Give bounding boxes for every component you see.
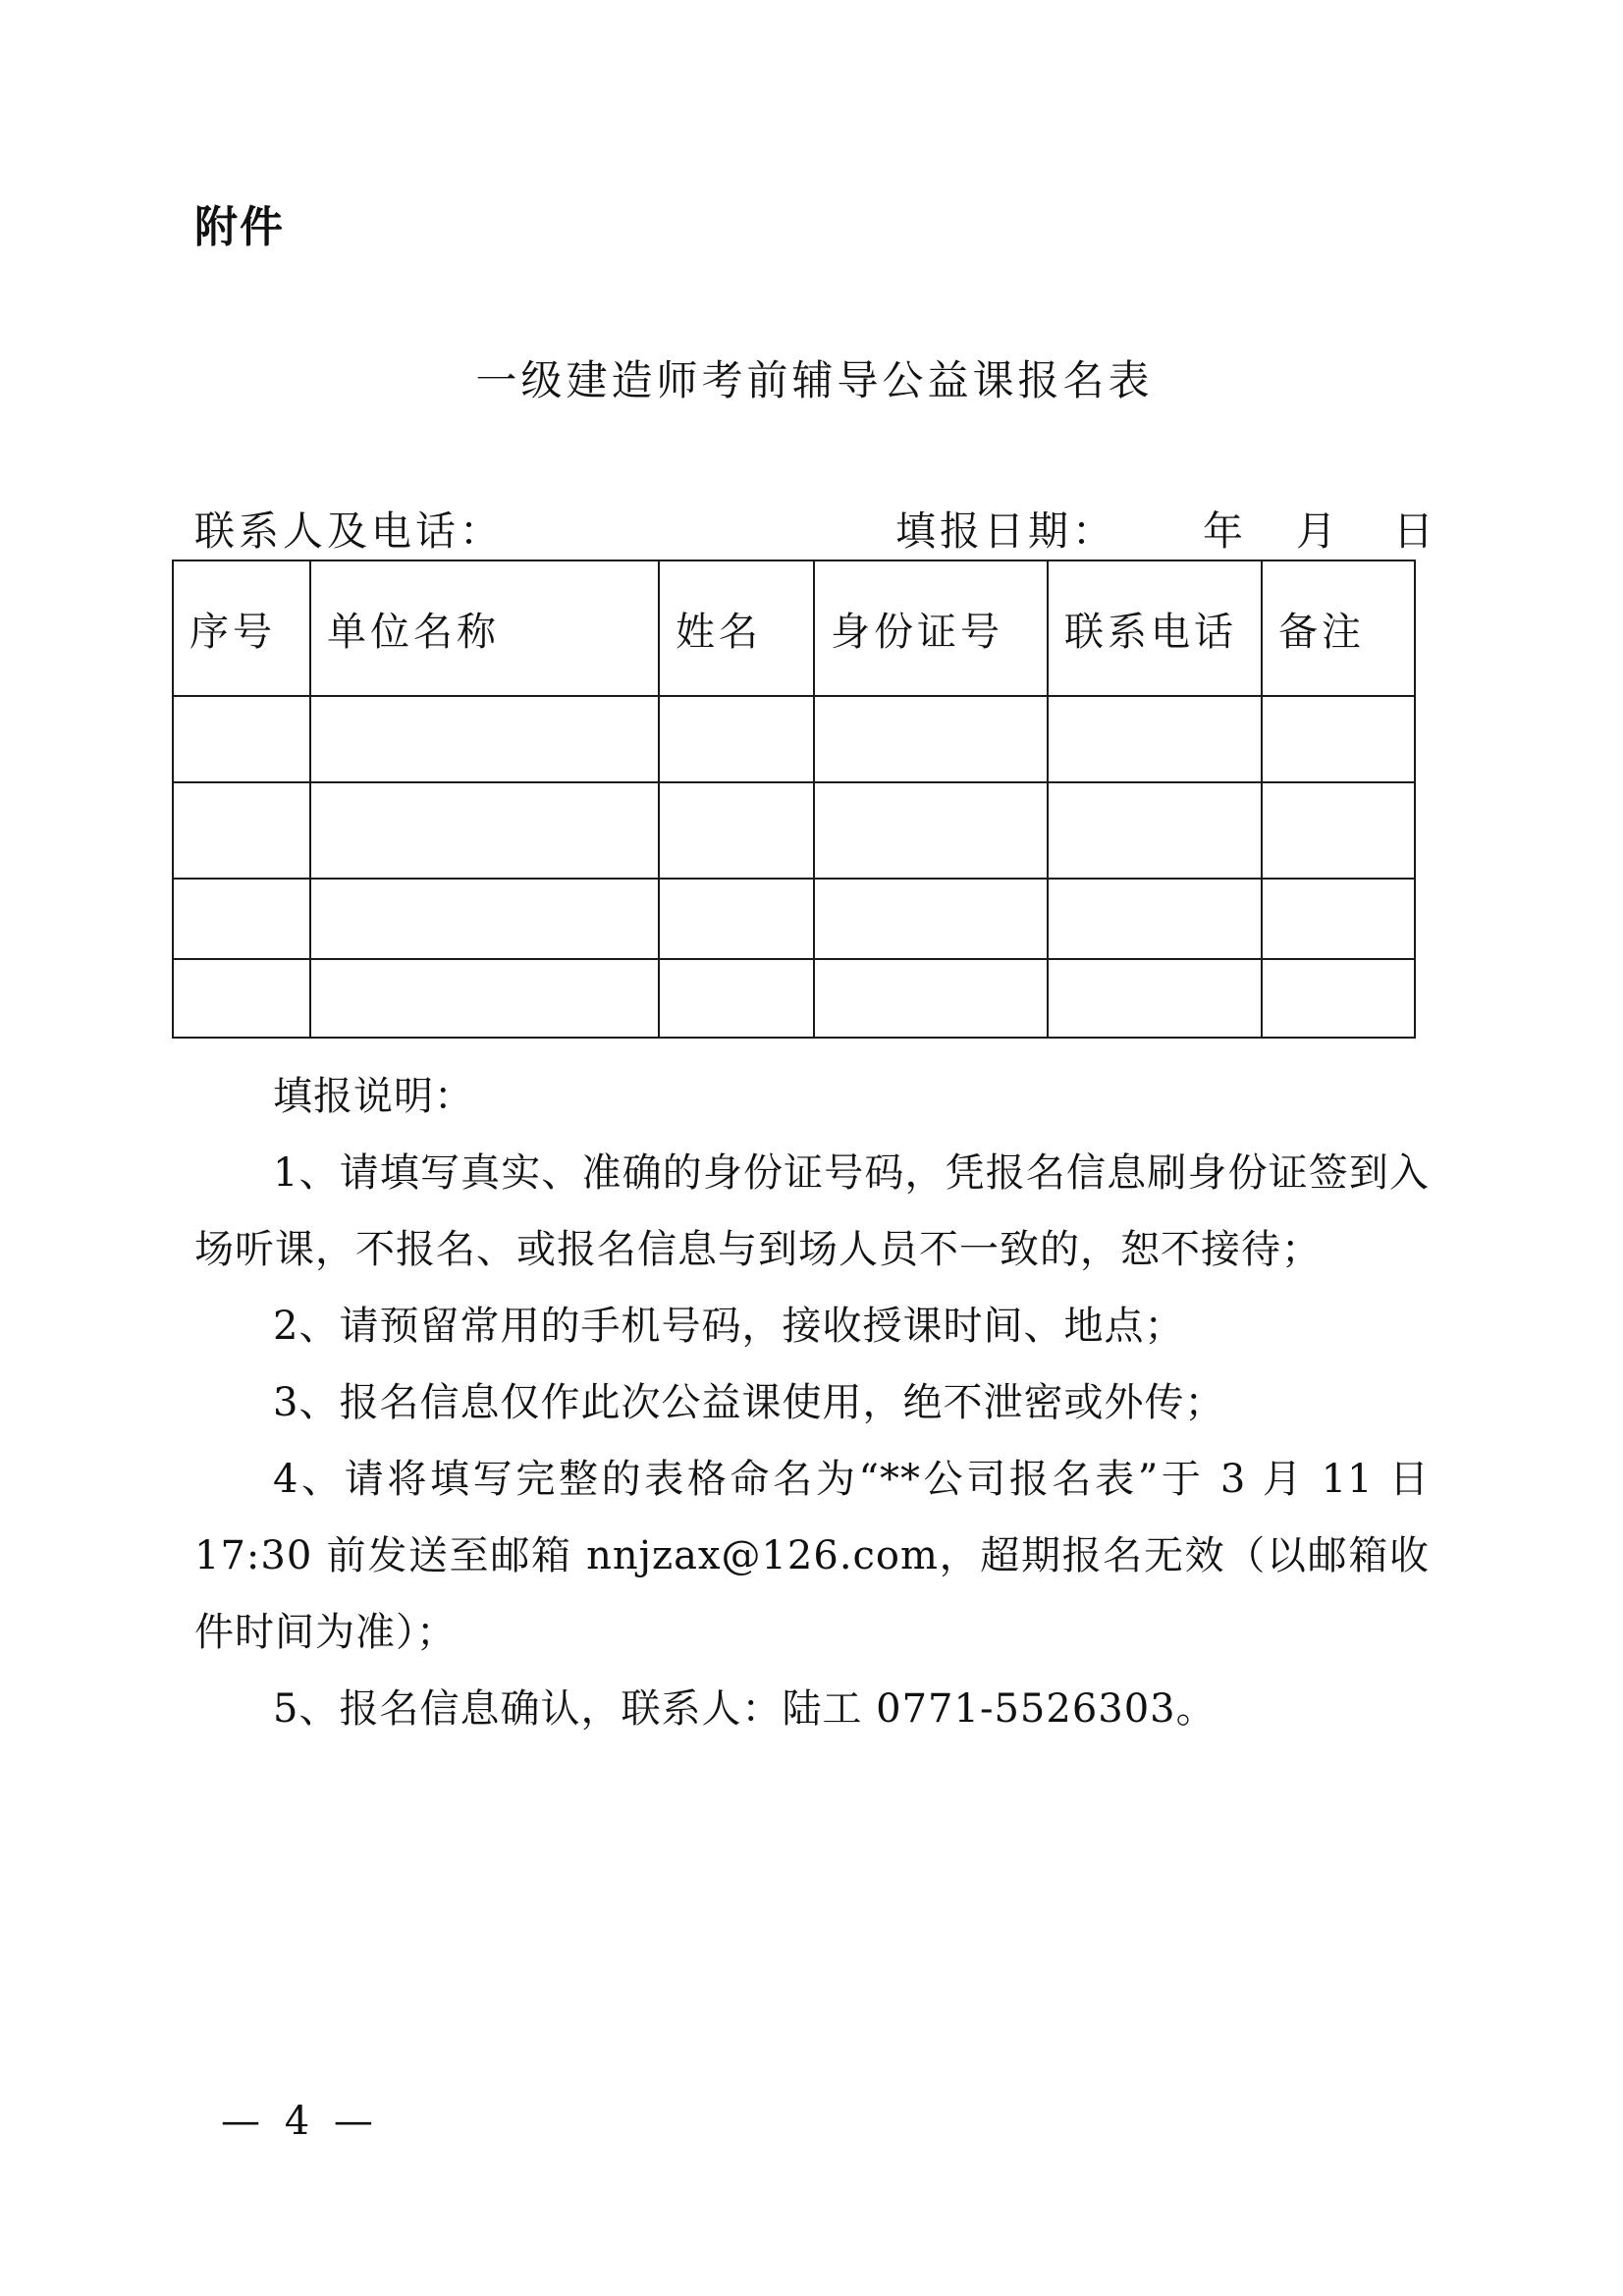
table-cell[interactable] (659, 959, 814, 1038)
table-cell[interactable] (310, 879, 659, 959)
fill-date-month: 月 (1296, 507, 1340, 555)
table-cell[interactable] (1262, 782, 1415, 879)
table-cell[interactable] (173, 782, 310, 879)
table-cell[interactable] (659, 696, 814, 782)
table-cell[interactable] (659, 782, 814, 879)
table-header-row (173, 561, 1415, 696)
table-cell[interactable] (814, 959, 1048, 1038)
table-cell[interactable] (814, 696, 1048, 782)
table-cell[interactable] (1048, 959, 1262, 1038)
table-cell[interactable] (1048, 782, 1262, 879)
signup-table (172, 560, 1416, 1039)
table-cell[interactable] (173, 879, 310, 959)
header-serial-number: 序号 (173, 561, 310, 696)
contact-person-label: 联系人及电话： (194, 507, 504, 555)
attachment-label: 附件 (194, 202, 285, 252)
instructions-heading: 填报说明： (273, 1074, 474, 1119)
table-cell[interactable] (310, 696, 659, 782)
table-cell[interactable] (1048, 696, 1262, 782)
table-cell[interactable] (173, 696, 310, 782)
table-row (173, 959, 1415, 1038)
instruction-item: 4、请将填写完整的表格命名为“**公司报名表”于 3 月 11 日 17:30 前发送至邮箱 nnjzax@126.com，超期报名无效（以邮箱收件时间为准）； (194, 1457, 1430, 1655)
table-cell[interactable] (1048, 879, 1262, 959)
header-phone: 联系电话 (1048, 561, 1262, 696)
instruction-item: 2、请预留常用的手机号码，接收授课时间、地点； (273, 1304, 1185, 1349)
table-row (173, 879, 1415, 959)
instruction-item: 1、请填写真实、准确的身份证号码，凭报名信息刷身份证签到入场听课，不报名、或报名信息与到场人员不一致的，恕不接待； (194, 1150, 1430, 1272)
fill-date (895, 499, 1437, 557)
fill-date-day: 日 (1393, 507, 1437, 555)
table-row (173, 782, 1415, 879)
filling-instructions (194, 1058, 1430, 1747)
header-id-number: 身份证号 (814, 561, 1048, 696)
table-cell[interactable] (1262, 959, 1415, 1038)
table-cell[interactable] (310, 959, 659, 1038)
table-cell[interactable] (310, 782, 659, 879)
table-cell[interactable] (1262, 879, 1415, 959)
table-cell[interactable] (173, 959, 310, 1038)
table-row (173, 696, 1415, 782)
table-cell[interactable] (814, 782, 1048, 879)
table-cell[interactable] (1262, 696, 1415, 782)
fill-date-year: 年 (1203, 507, 1247, 555)
form-title: 一级建造师考前辅导公益课报名表 (475, 356, 1154, 404)
header-remarks: 备注 (1262, 561, 1415, 696)
page-number: — 4 — (221, 2099, 379, 2144)
instruction-item: 3、报名信息仅作此次公益课使用，绝不泄密或外传； (273, 1380, 1225, 1425)
table-cell[interactable] (659, 879, 814, 959)
instruction-item: 5、报名信息确认，联系人：陆工 0771-5526303。 (273, 1686, 1217, 1732)
table-cell[interactable] (814, 879, 1048, 959)
header-name: 姓名 (659, 561, 814, 696)
fill-date-label: 填报日期： (895, 507, 1116, 555)
header-organization-name: 单位名称 (310, 561, 659, 696)
